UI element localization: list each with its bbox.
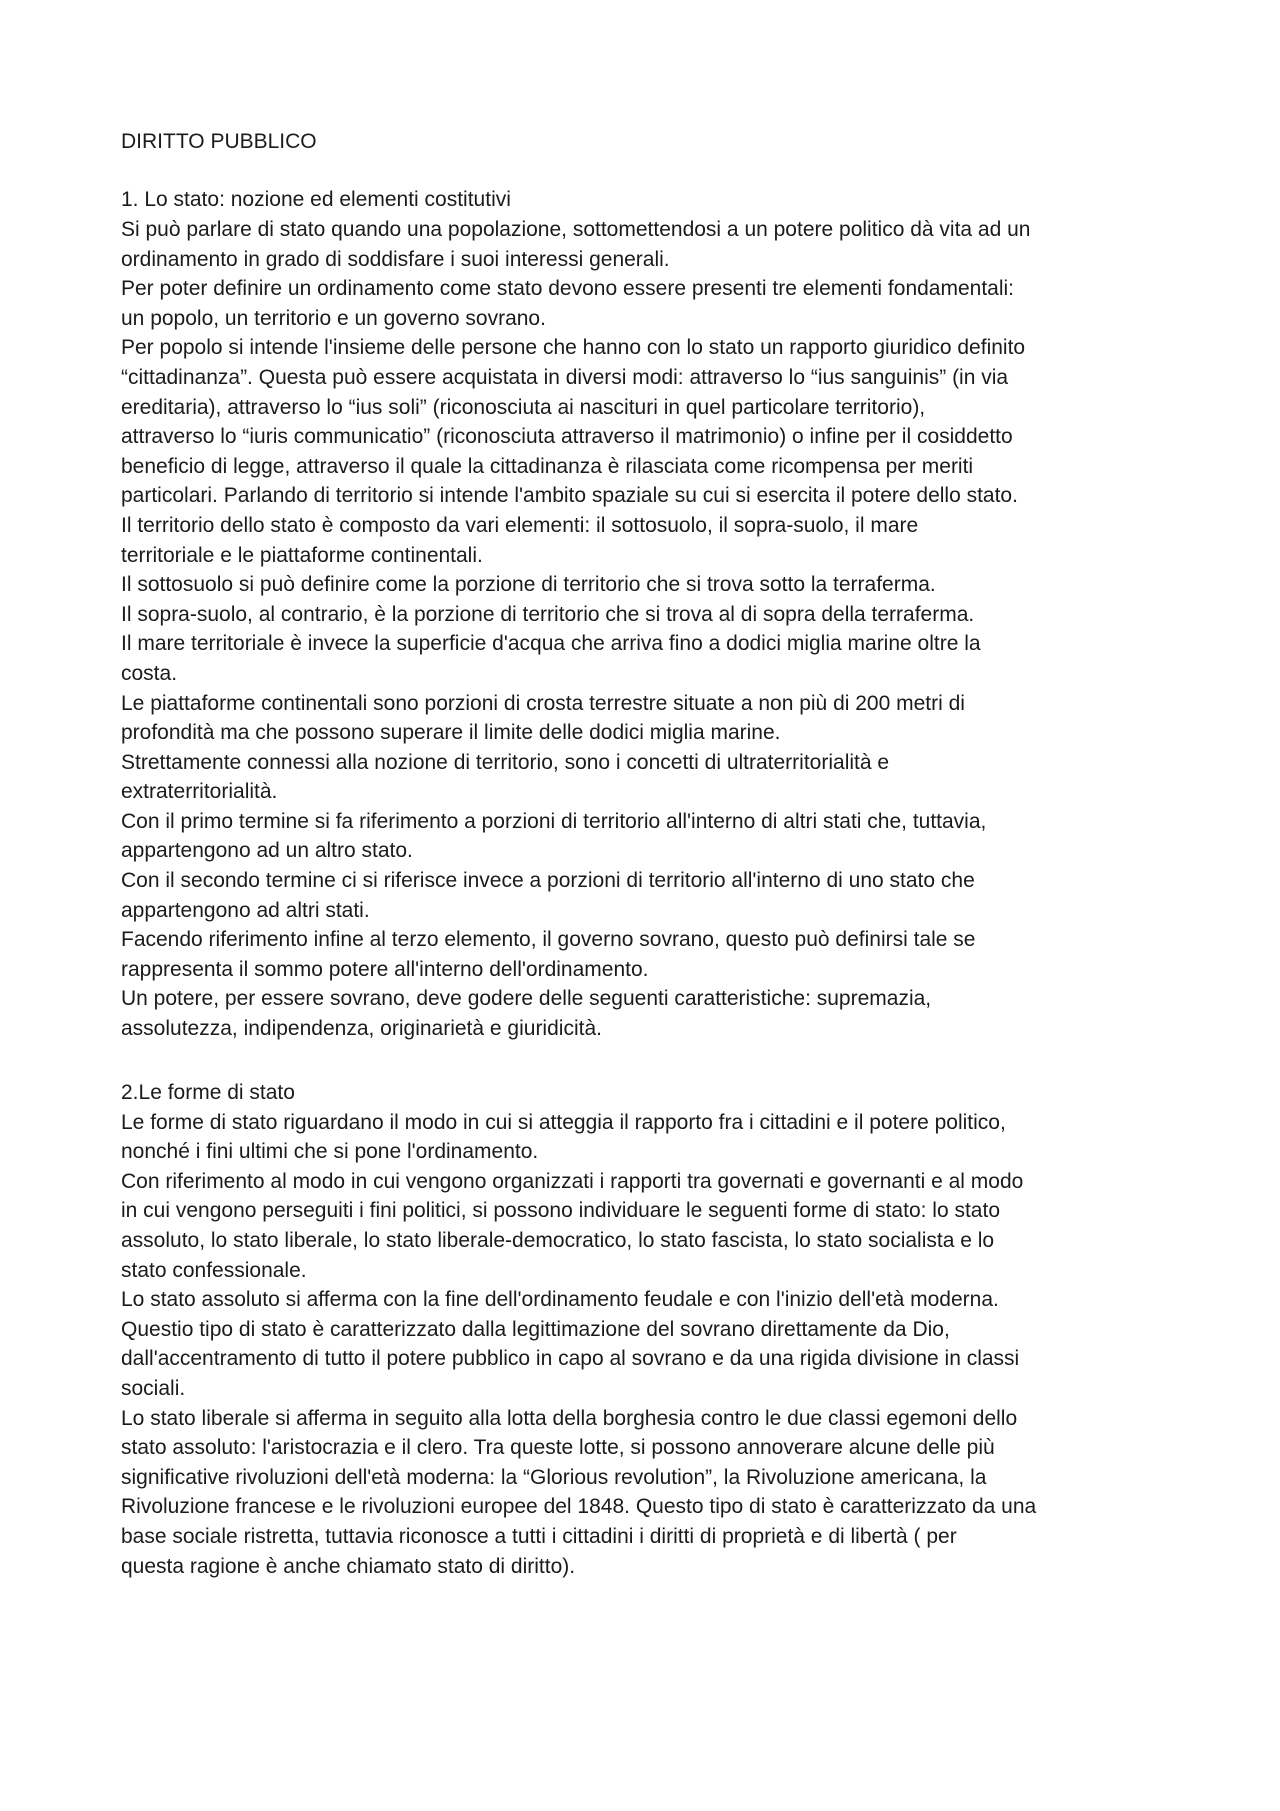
text-line: in cui vengono perseguiti i fini politici, si possono individuare le seguenti forme di stato: lo stato	[121, 1199, 1000, 1223]
text-line: appartengono ad altri stati.	[121, 898, 370, 922]
text-line: Lo stato assoluto si afferma con la fine dell'ordinamento feudale e con l'inizio dell'età moderna.	[121, 1288, 999, 1312]
text-line: Il sopra-suolo, al contrario, è la porzione di territorio che si trova al di sopra della terraferma.	[121, 602, 975, 626]
section-heading: 2.Le forme di stato	[121, 1080, 295, 1104]
text-line: particolari. Parlando di territorio si intende l'ambito spaziale su cui si esercita il potere dello stato.	[121, 484, 1018, 508]
text-line: stato confessionale.	[121, 1258, 307, 1282]
text-line: stato assoluto: l'aristocrazia e il clero. Tra queste lotte, si possono annoverare alcune delle più	[121, 1436, 995, 1460]
text-line: costa.	[121, 661, 178, 685]
text-line: nonché i fini ultimi che si pone l'ordinamento.	[121, 1140, 539, 1164]
text-line: Le forme di stato riguardano il modo in cui si atteggia il rapporto fra i cittadini e il potere politico,	[121, 1110, 1006, 1134]
text-line: “cittadinanza”. Questa può essere acquistata in diversi modi: attraverso lo “ius sanguinis” (in via	[121, 365, 1009, 389]
text-line: appartengono ad un altro stato.	[121, 839, 413, 863]
section-heading: 1. Lo stato: nozione ed elementi costitutivi	[121, 188, 511, 211]
text-line: assoluto, lo stato liberale, lo stato liberale-democratico, lo stato fascista, lo stato socialista e lo	[121, 1229, 995, 1252]
text-line: rappresenta il sommo potere all'interno dell'ordinamento.	[121, 957, 649, 981]
document-title: DIRITTO PUBBLICO	[121, 130, 317, 153]
text-line: Il territorio dello stato è composto da vari elementi: il sottosuolo, il sopra-suolo, il mare	[121, 513, 919, 537]
text-line: ordinamento in grado di soddisfare i suoi interessi generali.	[121, 247, 670, 271]
text-line: Con riferimento al modo in cui vengono organizzati i rapporti tra governati e governanti e al modo	[121, 1169, 1024, 1193]
text-line: questa ragione è anche chiamato stato di diritto).	[121, 1554, 576, 1578]
text-line: Per popolo si intende l'insieme delle persone che hanno con lo stato un rapporto giuridico definito	[121, 336, 1026, 360]
text-line: profondità ma che possono superare il limite delle dodici miglia marine.	[121, 721, 781, 745]
document-page	[121, 127, 1181, 1615]
text-line: extraterritorialità.	[121, 780, 278, 804]
text-line: significative rivoluzioni dell'età moderna: la “Glorious revolution”, la Rivoluzione americana, la	[121, 1465, 987, 1489]
text-line: un popolo, un territorio e un governo sovrano.	[121, 306, 546, 330]
text-line: Per poter definire un ordinamento come stato devono essere presenti tre elementi fondamentali:	[121, 277, 1015, 301]
text-line: base sociale ristretta, tuttavia riconosce a tutti i cittadini i diritti di proprietà e di libertà ( per	[121, 1524, 957, 1548]
text-line: assolutezza, indipendenza, originarietà e giuridicità.	[121, 1017, 602, 1041]
text-line: Questio tipo di stato è caratterizzato dalla legittimazione del sovrano direttamente da Dio,	[121, 1317, 950, 1341]
text-line: Con il secondo termine ci si riferisce invece a porzioni di territorio all'interno di uno stato che	[121, 869, 975, 893]
text-line: Con il primo termine si fa riferimento a porzioni di territorio all'interno di altri stati che, tuttavia,	[121, 809, 987, 833]
text-line: Il sottosuolo si può definire come la porzione di territorio che si trova sotto la terraferma.	[121, 573, 936, 597]
text-line: sociali.	[121, 1376, 186, 1400]
text-line: Si può parlare di stato quando una popolazione, sottomettendosi a un potere politico dà vita ad un	[121, 218, 1031, 241]
text-line: beneficio di legge, attraverso il quale la cittadinanza è rilasciata come ricompensa per meriti	[121, 454, 974, 478]
text-line: attraverso lo “iuris communicatio” (riconosciuta attraverso il matrimonio) o infine per il cosiddetto	[121, 425, 1013, 449]
text-line: ereditaria), attraverso lo “ius soli” (riconosciuta ai nascituri in quel particolare territorio),	[121, 395, 926, 419]
section-body	[121, 215, 1181, 1044]
text-line: Lo stato liberale si afferma in seguito alla lotta della borghesia contro le due classi egemoni dello	[121, 1406, 1018, 1430]
section-body	[121, 1108, 1181, 1582]
text-line: Il mare territoriale è invece la superficie d'acqua che arriva fino a dodici miglia marine oltre la	[121, 632, 981, 656]
text-line: dall'accentramento di tutto il potere pubblico in capo al sovrano e da una rigida divisione in classi	[121, 1347, 1020, 1371]
text-line: Rivoluzione francese e le rivoluzioni europee del 1848. Questo tipo di stato è caratterizzato da una	[121, 1495, 1037, 1519]
text-line: Strettamente connessi alla nozione di territorio, sono i concetti di ultraterritorialità e	[121, 750, 890, 774]
section-stato-nozione	[121, 185, 1181, 1044]
text-line: Le piattaforme continentali sono porzioni di crosta terrestre situate a non più di 200 metri di	[121, 691, 965, 715]
text-line: Un potere, per essere sovrano, deve godere delle seguenti caratteristiche: supremazia,	[121, 987, 932, 1011]
section-forme-di-stato	[121, 1078, 1181, 1582]
text-line: territoriale e le piattaforme continentali.	[121, 543, 483, 567]
text-line: Facendo riferimento infine al terzo elemento, il governo sovrano, questo può definirsi tale se	[121, 928, 976, 952]
